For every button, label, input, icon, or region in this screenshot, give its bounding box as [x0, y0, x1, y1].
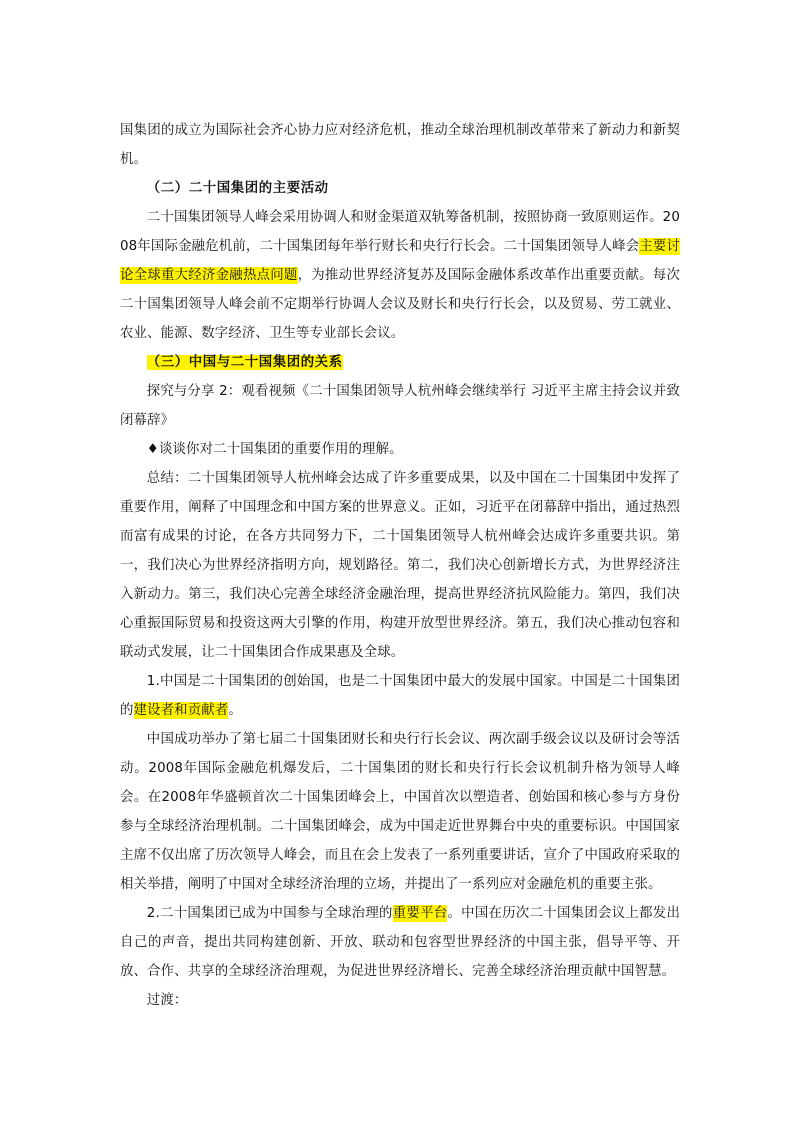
highlighted-phrase: 主要讨论全球重大经济金融热点问题 [120, 239, 681, 283]
paragraph-explore-share: 探究与分享 2：观看视频《二十国集团领导人杭州峰会继续举行 习近平主席主持会议并致闭幕辞》 [120, 384, 680, 428]
paragraph-summary: 总结：二十国集团领导人杭州峰会达成了许多重要成果，以及中国在二十国集团中发挥了重要作用，阐释了中国理念和中国方案的世界意义。正如，习近平在闭幕辞中指出，通过热烈而富有成果的讨论，在各方共同努力下，二十国集团领导人杭州峰会达成许多重要共识。第一，我们决心为世界经济指明方向，规划路径。第二，我们决心创新增长方式，为世界经济注入新动力。第三，我们决心完善全球经济金融治理，提高世界经济抗风险能力。第四，我们决心重振国际贸易和投资这两大引擎的作用，构建开放型世界经济。第五，我们决心推动包容和联动式发展，让二十国集团合作成果惠及全球。 [120, 471, 680, 660]
paragraph-discussion-prompt: ♦谈谈你对二十国集团的重要作用的理解。 [146, 442, 403, 457]
paragraph-point-1 [120, 667, 680, 725]
section-heading-main-activities: （二）二十国集团的主要活动 [146, 181, 329, 196]
paragraph-china-hosting: 中国成功举办了第七届二十国集团财长和央行行长会议、两次副手级会议以及研讨会等活动。2008年国际金融危机爆发后，二十国集团的财长和央行行长会议机制升格为领导人峰会。在2008年华盛顿首次二十国集团峰会上，中国首次以塑造者、创始国和核心参与方身份参与全球经济治理机制。二十国集团峰会，成为中国走近世界舞台中央的重要标识。中国国家主席不仅出席了历次领导人峰会，而且在会上发表了一系列重要讲话，宣介了中国政府采取的相关举措，阐明了中国对全球经济治理的立场，并提出了一系列应对金融危机的重要主张。 [120, 732, 680, 892]
paragraph-summit-mechanism [120, 203, 680, 348]
paragraph-text: 国集团的成立为国际社会齐心协力应对经济危机，推动全球治理机制改革带来了新动力和新契机。 [120, 123, 680, 167]
paragraph-g20-founding-significance [120, 116, 680, 174]
paragraph-text: 1.中国是二十国集团的创始国，也是二十国集团中最大的发展中国家。中国是二十国集团的 [120, 674, 680, 718]
highlighted-heading-text: （三）中国与二十国集团的关系 [146, 355, 343, 370]
paragraph-text: 二十国集团领导人峰会采用协调人和财金渠道双轨筹备机制，按照协商一致原则运作。2008年国际金融危机前，二十国集团每年举行财长和央行行长会。二十国集团领导人峰会 [120, 210, 680, 254]
section-heading-china-relation [120, 348, 680, 377]
paragraph-text: 2.二十国集团已成为中国参与全球治理的 [146, 906, 393, 921]
document-body [120, 116, 680, 1015]
paragraph-text: 。中国在历次二十国集团会议上都发出自己的声音，提出共同构建创新、开放、联动和包容型世界经济的中国主张，倡导平等、开放、合作、共享的全球经济治理观，为促进世界经济增长、完善全球经济治理贡献中国智慧。 [120, 906, 680, 979]
highlighted-phrase: 重要平台 [392, 906, 448, 921]
paragraph-text: ，为推动世界经济复苏及国际金融体系改革作出重要贡献。每次二十国集团领导人峰会前不定期举行协调人会议及财长和央行行长会，以及贸易、劳工就业、农业、能源、数字经济、卫生等专业部长会议。 [120, 268, 681, 341]
highlighted-phrase: 建设者和贡献者 [133, 703, 229, 718]
paragraph-point-2 [120, 899, 680, 986]
paragraph-transition: 过渡： [146, 993, 188, 1008]
paragraph-text: 。 [228, 703, 242, 718]
